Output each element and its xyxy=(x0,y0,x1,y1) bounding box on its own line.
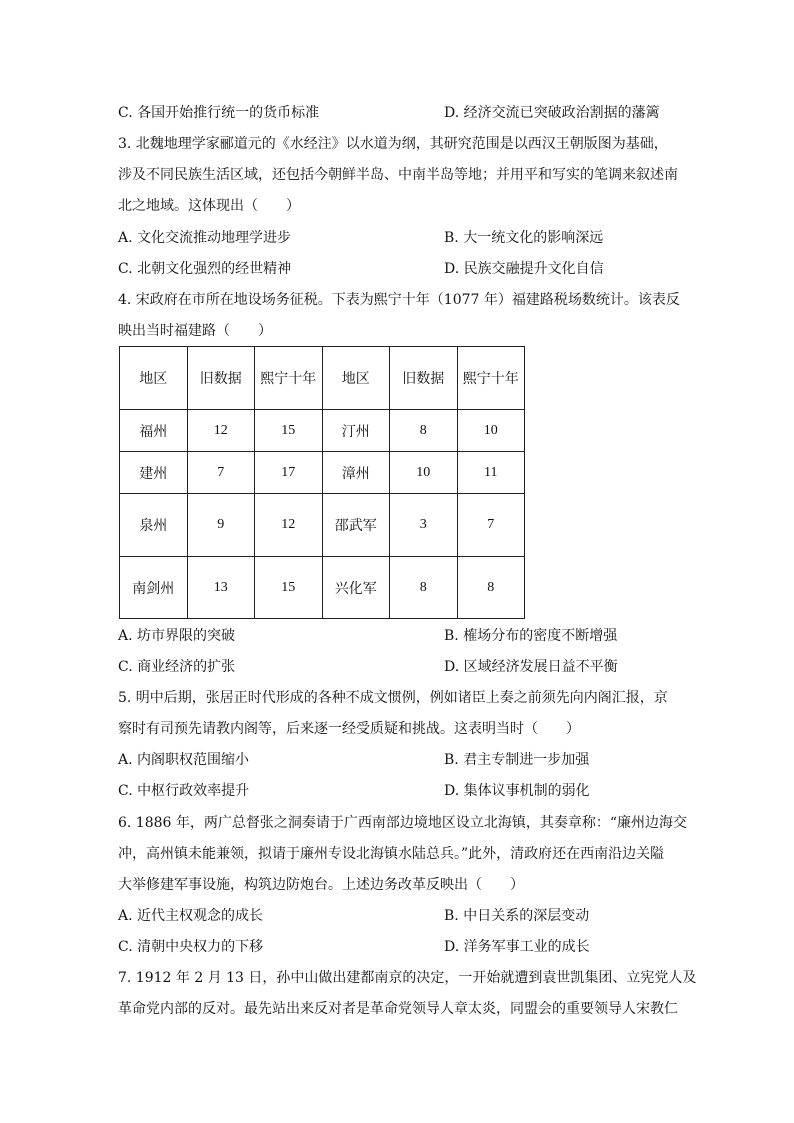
q6-option-a: A. 近代主权观念的成长 xyxy=(118,908,264,924)
q3-option-a: A. 文化交流推动地理学进步 xyxy=(118,230,292,246)
q4-stem-line-1: 4. 宋政府在市所在地设场务征税。下表为熙宁十年（1077 年）福建路税场数统计。该表反 xyxy=(118,292,680,308)
q6-stem-line-1: 6. 1886 年，两广总督张之洞奏请于广西南部边境地区设立北海镇，其奏章称：“廉州边海交 xyxy=(118,815,688,831)
table-cell: 漳州 xyxy=(322,452,390,494)
q4-option-a: A. 坊市界限的突破 xyxy=(118,628,236,644)
table-cell: 11 xyxy=(457,452,525,494)
q7-stem-line-2: 革命党内部的反对。最先站出来反对者是革命党领导人章太炎，同盟会的重要领导人宋教仁 xyxy=(118,1001,678,1017)
q6-option-c: C. 清朝中央权力的下移 xyxy=(118,939,264,955)
q4-stem-line-2: 映出当时福建路（ ） xyxy=(118,323,272,339)
q6-stem-line-3: 大举修建军事设施，构筑边防炮台。上述边务改革反映出（ ） xyxy=(118,877,524,893)
q3-stem-line-3: 北之地域。这体现出（ ） xyxy=(118,198,300,214)
table-header-cell: 旧数据 xyxy=(390,347,458,410)
table-cell: 8 xyxy=(457,557,525,619)
table-cell: 3 xyxy=(390,494,458,557)
table-header-cell: 地区 xyxy=(120,347,188,410)
q4-option-b: B. 榷场分布的密度不断增强 xyxy=(444,628,618,644)
q6-option-b: B. 中日关系的深层变动 xyxy=(444,908,590,924)
table-header-row xyxy=(120,347,525,410)
q6-option-d: D. 洋务军事工业的成长 xyxy=(444,939,590,955)
table-cell: 12 xyxy=(255,494,323,557)
table-cell: 7 xyxy=(457,494,525,557)
table-row xyxy=(120,410,525,452)
table-cell: 10 xyxy=(390,452,458,494)
table-header-cell: 旧数据 xyxy=(187,347,255,410)
table-header-cell: 熙宁十年 xyxy=(457,347,525,410)
q4-option-c: C. 商业经济的扩张 xyxy=(118,659,236,675)
q3-option-b: B. 大一统文化的影响深远 xyxy=(444,230,604,246)
table-cell: 建州 xyxy=(120,452,188,494)
table-cell: 15 xyxy=(255,410,323,452)
table-header-cell: 熙宁十年 xyxy=(255,347,323,410)
table-cell: 7 xyxy=(187,452,255,494)
table-header-cell: 地区 xyxy=(322,347,390,410)
table-cell: 南剑州 xyxy=(120,557,188,619)
q5-option-b: B. 君主专制进一步加强 xyxy=(444,752,590,768)
table-cell: 汀州 xyxy=(322,410,390,452)
table-cell: 泉州 xyxy=(120,494,188,557)
q3-option-d: D. 民族交融提升文化自信 xyxy=(444,261,604,277)
table-cell: 10 xyxy=(457,410,525,452)
table-row xyxy=(120,557,525,619)
tax-station-table xyxy=(119,346,525,619)
table-cell: 8 xyxy=(390,410,458,452)
q5-stem-line-2: 察时有司预先请教内阁等，后来逐一经受质疑和挑战。这表明当时（ ） xyxy=(118,721,580,737)
q3-stem-line-2: 涉及不同民族生活区域，还包括今朝鲜半岛、中南半岛等地；并用平和写实的笔调来叙述南 xyxy=(118,167,678,183)
q2-option-c: C. 各国开始推行统一的货币标准 xyxy=(118,105,320,121)
table-row xyxy=(120,452,525,494)
table-cell: 9 xyxy=(187,494,255,557)
q3-option-c: C. 北朝文化强烈的经世精神 xyxy=(118,261,292,277)
table-cell: 17 xyxy=(255,452,323,494)
table-cell: 8 xyxy=(390,557,458,619)
q3-stem-line-1: 3. 北魏地理学家郦道元的《水经注》以水道为纲，其研究范围是以西汉王朝版图为基础， xyxy=(118,136,668,152)
table-cell: 福州 xyxy=(120,410,188,452)
table-row xyxy=(120,494,525,557)
q7-stem-line-1: 7. 1912 年 2 月 13 日，孙中山做出建都南京的决定，一开始就遭到袁世凯集团、立宪党人及 xyxy=(118,970,697,986)
q2-option-d: D. 经济交流已突破政治割据的藩篱 xyxy=(444,105,660,121)
table-cell: 邵武军 xyxy=(322,494,390,557)
table-cell: 12 xyxy=(187,410,255,452)
table-cell: 13 xyxy=(187,557,255,619)
table-cell: 兴化军 xyxy=(322,557,390,619)
q4-option-d: D. 区域经济发展日益不平衡 xyxy=(444,659,618,675)
q5-option-a: A. 内阁职权范围缩小 xyxy=(118,752,250,768)
q5-stem-line-1: 5. 明中后期，张居正时代形成的各种不成文惯例，例如诸臣上奏之前须先向内阁汇报，京 xyxy=(118,690,668,706)
table-cell: 15 xyxy=(255,557,323,619)
q5-option-d: D. 集体议事机制的弱化 xyxy=(444,783,590,799)
q5-option-c: C. 中枢行政效率提升 xyxy=(118,783,250,799)
q6-stem-line-2: 冲，高州镇未能兼领，拟请于廉州专设北海镇水陆总兵。”此外，清政府还在西南沿边关隘 xyxy=(118,846,665,862)
